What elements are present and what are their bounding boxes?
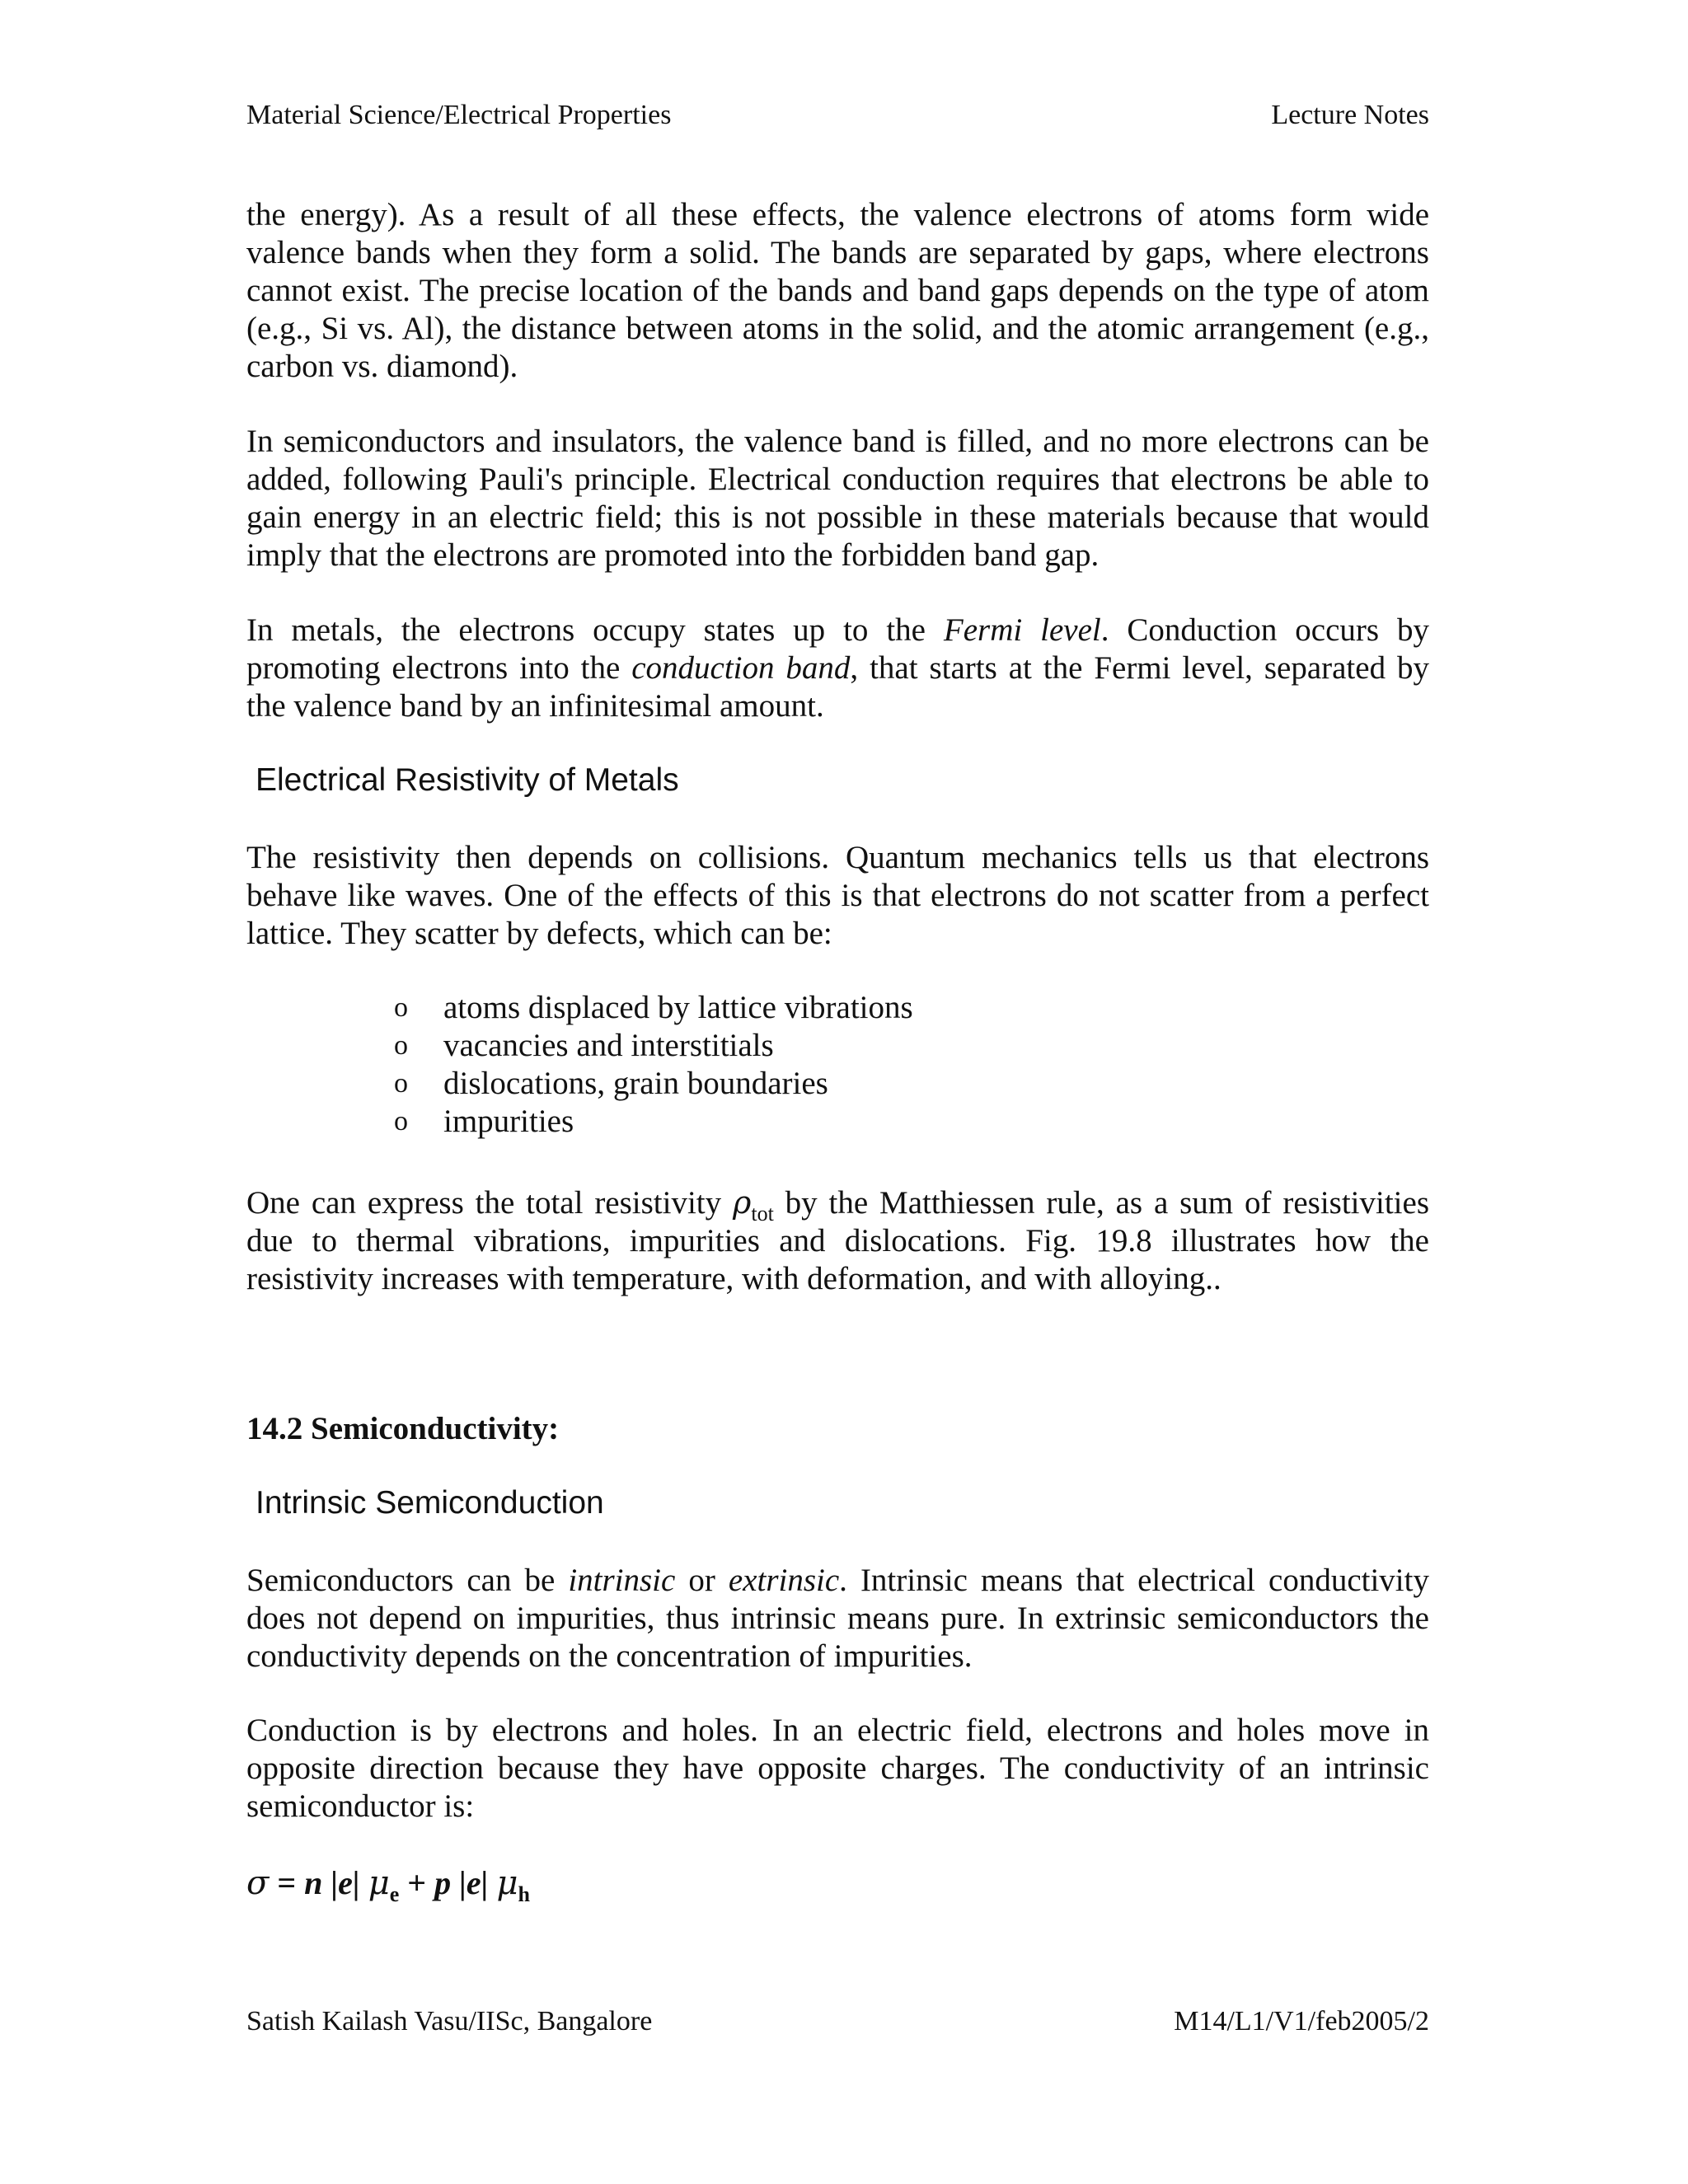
- subscript-h: h: [518, 1882, 530, 1906]
- footer-document-code: M14/L1/V1/feb2005/2: [1174, 2006, 1429, 2036]
- text-run: , that starts at the Fermi level, separated by the valence band by an infinitesimal amount.: [246, 650, 1429, 724]
- conductivity-formula: [246, 1864, 1429, 1906]
- list-item: [394, 989, 913, 1027]
- heading-semiconductivity: 14.2 Semiconductivity:: [246, 1411, 560, 1446]
- defect-list: [394, 989, 913, 1141]
- header-course-title: Material Science/Electrical Properties: [246, 100, 672, 130]
- paragraph-total-resistivity: [246, 1183, 1429, 1298]
- paragraph-electrons-holes: Conduction is by electrons and holes. In an electric field, electrons and holes move in opposite direction because they have opposite charges. The conductivity of an intrinsic semiconductor is:: [246, 1713, 1429, 1824]
- footer-author: Satish Kailash Vasu/IISc, Bangalore: [246, 2006, 653, 2036]
- section-intrinsic: [246, 1484, 1429, 1522]
- equals-sign: =: [269, 1864, 305, 1901]
- list-item-text: dislocations, grain boundaries: [443, 1066, 828, 1101]
- text-run: . Conduction occurs by promoting electrons into the: [246, 612, 1429, 686]
- section-semiconductivity: [246, 1410, 1429, 1448]
- paragraph-matthiessen: [246, 1183, 1429, 1298]
- heading-intrinsic-semiconduction: Intrinsic Semiconduction: [256, 1485, 604, 1521]
- list-item-text: vacancies and interstitials: [443, 1028, 774, 1063]
- text-run: One can express the total resistivity: [246, 1185, 734, 1221]
- text-run: or: [675, 1563, 729, 1598]
- text-run: . Intrinsic means that electrical conductivity does not depend on impurities, thus intrinsic means pure. In extrinsic semiconductors the conductivity depends on the concentration of impurities.: [246, 1563, 1429, 1674]
- paragraph-scattering: The resistivity then depends on collisions. Quantum mechanics tells us that electrons behave like waves. One of the effects of this is that electrons do not scatter from a perfect lattice. They scatter by defects, which can be:: [246, 840, 1429, 951]
- symbol-mu: μ: [368, 1864, 390, 1902]
- bullet-circle: o: [394, 1030, 408, 1061]
- symbol-mu: μ: [496, 1864, 518, 1902]
- text-run: In metals, the electrons occupy states up to the: [246, 612, 944, 648]
- charge-magnitude: |e|: [322, 1864, 368, 1901]
- plus-sign: +: [399, 1864, 435, 1901]
- paragraph-valence-bands: the energy). As a result of all these effects, the valence electrons of atoms form wide valence bands when they form a solid. The bands are separated by gaps, where electrons cannot exist. The precise location of the bands and band gaps depends on the type of atom (e.g., Si vs. Al), the distance between atoms in the solid, and the atomic arrangement (e.g., carbon vs. diamond).: [246, 197, 1429, 384]
- bullet-circle: o: [394, 1106, 408, 1137]
- symbol-p: p: [434, 1864, 452, 1901]
- symbol-n: n: [304, 1864, 323, 1901]
- list-item: [394, 1027, 913, 1065]
- list-item: [394, 1103, 913, 1141]
- list-item-text: atoms displaced by lattice vibrations: [443, 990, 913, 1025]
- paragraph-fermi: [246, 612, 1429, 725]
- subscript-e: e: [389, 1882, 400, 1906]
- list-item: [394, 1065, 913, 1103]
- heading-resistivity-of-metals: Electrical Resistivity of Metals: [256, 762, 679, 798]
- paragraph-conduction: [246, 1712, 1429, 1825]
- symbol-rho: ρ: [733, 1184, 752, 1221]
- bullet-circle: o: [394, 992, 408, 1023]
- paragraph-semiconductor-types: [246, 1562, 1429, 1675]
- paragraph-insulators: [246, 423, 1429, 574]
- charge-magnitude: |e|: [451, 1864, 497, 1901]
- term-conduction-band: conduction band: [631, 650, 851, 686]
- paragraph-bands: [246, 196, 1429, 386]
- bullet-circle: o: [394, 1068, 408, 1099]
- paragraph-pauli: In semiconductors and insulators, the valence band is filled, and no more electrons can be added, following Pauli's principle. Electrical conduction requires that electrons be able to gain energy in an electric field; this is not possible in these materials because that would imply that the electrons are promoted into the forbidden band gap.: [246, 424, 1429, 573]
- symbol-sigma: σ: [246, 1864, 270, 1902]
- term-intrinsic: intrinsic: [568, 1563, 676, 1598]
- subscript-tot: tot: [751, 1201, 774, 1226]
- page-header: [246, 99, 1429, 132]
- list-item-text: impurities: [443, 1104, 574, 1139]
- header-label: Lecture Notes: [1271, 100, 1429, 130]
- text-run: by the Matthiessen rule, as a sum of resistivities due to thermal vibrations, impurities and dislocations. Fig. 19.8 illustrates how the resistivity increases with temperature, with deformation, and with alloying..: [246, 1185, 1429, 1296]
- term-extrinsic: extrinsic: [728, 1563, 840, 1598]
- section-resistivity: [246, 762, 1429, 799]
- text-run: Semiconductors can be: [246, 1563, 569, 1598]
- paragraph-intrinsic-extrinsic: [246, 1562, 1429, 1675]
- equation-conductivity: [246, 1864, 1429, 1906]
- term-fermi-level: Fermi level: [943, 612, 1101, 648]
- paragraph-metals: [246, 612, 1429, 725]
- paragraph-collisions: [246, 839, 1429, 953]
- page-footer: [246, 2005, 1429, 2038]
